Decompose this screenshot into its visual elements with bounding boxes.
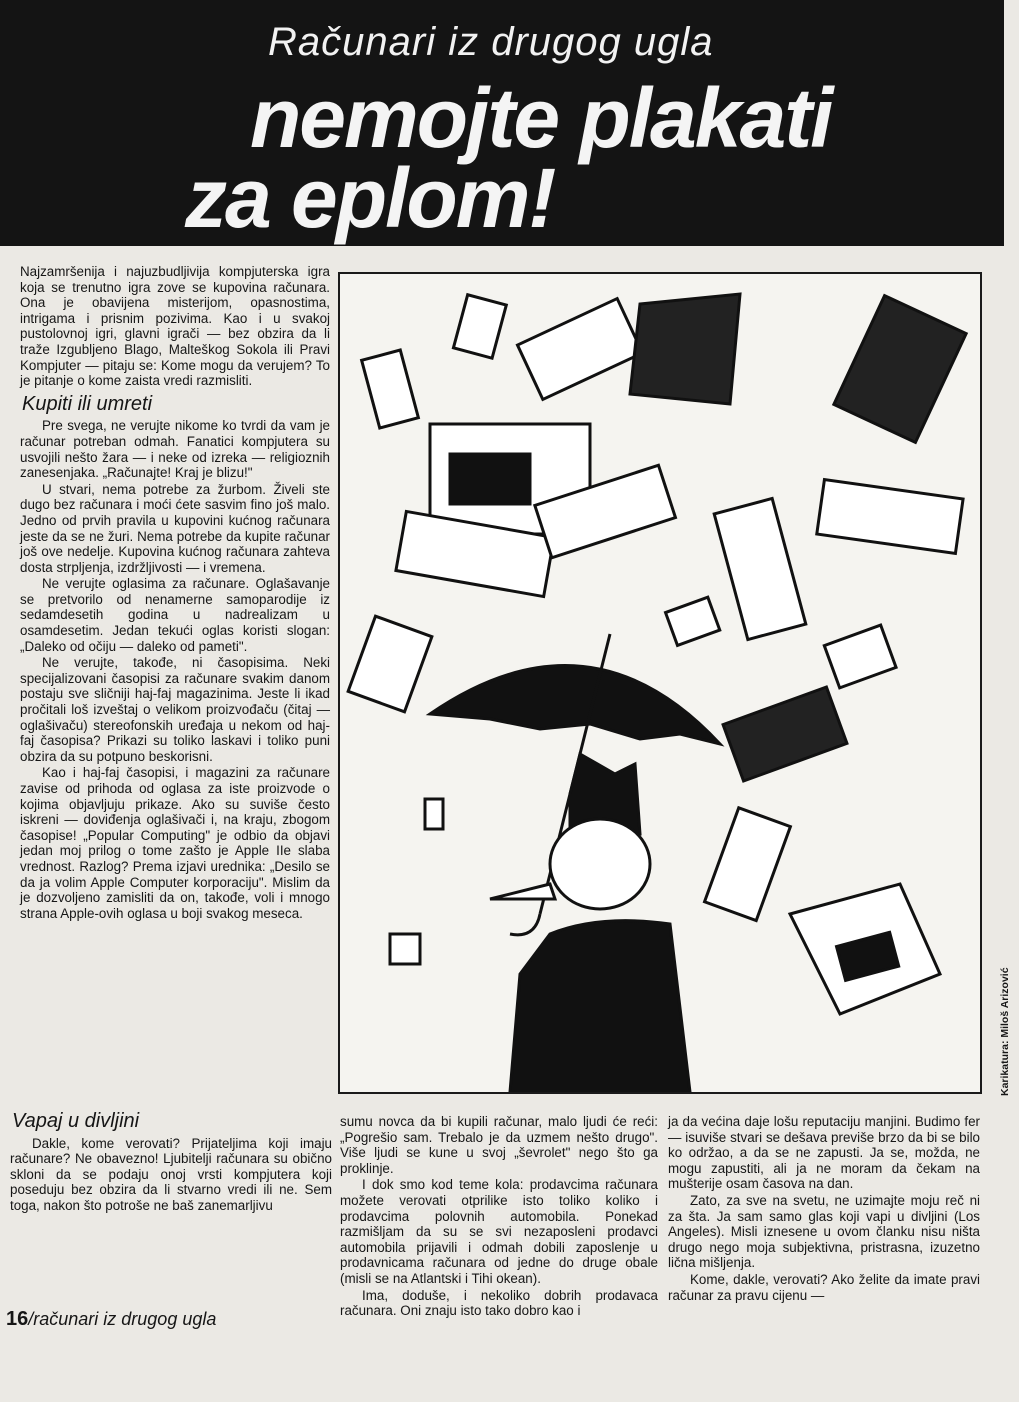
page-footer — [6, 1308, 216, 1331]
subheading-kupiti: Kupiti ili umreti — [22, 392, 153, 415]
cartoon-illustration — [338, 272, 982, 1094]
paragraph: ja da većina daje lošu reputaciju manjini. Budimo fer — isuviše stvari se dešava previše brzo da bi se bilo ko održao, a da se ne zapusti. Ja se, možda, ne mogu zapustiti, ali ja ne moram da čekam na mušterije osam časova na dan. — [668, 1114, 980, 1192]
keyboard-icon — [714, 498, 806, 639]
column-left-bottom — [10, 1106, 332, 1215]
article-header — [0, 0, 1004, 246]
plug-icon — [390, 934, 420, 964]
keyboard-icon — [705, 808, 791, 921]
page-number: 16 — [6, 1308, 29, 1330]
paragraph: Ima, doduše, i nekoliko dobrih prodavaca računara. Oni znaju isto tako dobro kao i — [340, 1287, 658, 1319]
paragraph: U stvari, nema potrebe za žurbom. Živeli ste dugo bez računara i moći ćete sasvim fino još malo. Jedno od prvih pravila u kupovini kućnog računara jeste da se ne žuri. Nema potrebe da kupite računar još ove nedelje. Kupovina kućnog računara zahteva dosta strpljenja, izdržljivosti — i vremena. — [20, 481, 330, 575]
man-figure — [490, 754, 690, 1092]
headline-line-1: nemojte plakati — [250, 71, 832, 165]
section-kicker: Računari iz drugog ugla — [268, 20, 714, 64]
paragraph: Zato, za sve na svetu, ne uzimajte moju reč ni za šta. Ja sam samo glas koji vapi u divljini (Los Angeles). Misli iznesene u ovom članku nisu ništa drugo nego moja subjektivna, pristrasna, izuzetno lična mišljenja. — [668, 1192, 980, 1271]
computer-icon — [790, 884, 940, 1014]
computer-icon — [630, 294, 740, 404]
cartoon-svg — [340, 274, 980, 1092]
paragraph: Ne verujte, takođe, ni časopisima. Neki specijalizovani časopisi za računare svakim danom postaju sve sličniji haj-faj magazinima. Jeste li ikad pročitali loš izveštaj o velikom proizvođaču (čitaj — oglašivaču) stereofonskih uređaja u nekom od haj-faj časopisa? Prikazi su toliko laskavi i toliko puni obzira da su potpuno beskorisni. — [20, 655, 330, 764]
subheading-vapaj: Vapaj u divljini — [12, 1110, 140, 1132]
calculator-icon — [453, 295, 506, 358]
paragraph: sumu novca da bi kupili računar, malo ljudi će reći: „Pogrešio sam. Trebalo je da uzmem nešto drugo". Više ljudi se kune u svoj „ševrolet" nego što ga proklinje. — [340, 1114, 658, 1176]
headline-line-2: za eplom! — [185, 151, 555, 245]
paragraph: Ne verujte oglasima za računare. Oglašavanje se pretvorilo od nenamerne samoparodije iz sedamdesetih godina u nadrealizam u osamdesetim. Jedan tekući oglas koristi slogan: „Daleko od očiju — daleko od pameti". — [20, 576, 330, 654]
intro-paragraph: Najzamršenija i najuzbudljivija kompjuterska igra koja se trenutno igra zove se kupovina računara. Ona je obavijena misterijom, opasnostima, intrigama i prisnim pozivima. Kao i u svakoj pustolovnoj igri, glavni igrači — bez obzira da li traže Izgubljeno Blago, Malteškog Sokola ili Pravi Kompjuter — pitaju se: Kome mogu da verujem? To je pitanje o kome zaista vredi razmisliti. — [20, 264, 330, 389]
paragraph: I dok smo kod teme kola: prodavcima računara možete verovati otprilike isto toliko koliko i prodavcima polovnih automobila. Ponekad razmišljam da su se svi nezaposleni prodavci automobila prijavili i odmah dobili zaposlenje u prodavnicama računara od jedne do druge obale (misli se na Atlantski i Tihi okean). — [340, 1177, 658, 1286]
credit-text: Karikatura: Miloš Arizović — [999, 967, 1011, 1096]
paragraph: Kome, dakle, verovati? Ako želite da imate pravi računar za pravu cijenu — — [668, 1271, 980, 1303]
keyboard-icon — [834, 296, 966, 443]
keyboard-icon — [362, 350, 419, 428]
calculator-icon — [824, 625, 896, 688]
paragraph: Pre svega, ne verujte nikome ko tvrdi da vam je računar potreban odmah. Fanatici kompjutera su usvojili nešto žara — i neke od izreka — religioznih zanesenjaka. „Računajte! Kraj je blizu!" — [20, 418, 330, 481]
column-right — [668, 1114, 980, 1304]
plug-icon — [425, 799, 443, 829]
keyboard-icon — [723, 687, 847, 781]
column-left — [20, 264, 330, 922]
illustration-credit — [990, 930, 1010, 1100]
column-middle — [340, 1114, 658, 1320]
keyboard-icon — [348, 616, 432, 712]
paragraph: Dakle, kome verovati? Prijateljima koji imaju računare? Ne obavezno! Ljubitelji računara su obično skloni da se podaju onoj vrsti kompjutera koji poseduju bez obzira da li stvarno vredi ili ne. Sem toga, nakon što potroše ne baš zanemarljivu — [10, 1135, 332, 1213]
calculator-icon — [666, 597, 720, 645]
footer-section: /računari iz drugog ugla — [28, 1309, 217, 1329]
paragraph: Kao i haj-faj časopisi, i magazini za računare zavise od prihoda od oglasa za iste proizvode o kojima objavljuju prikaze. Ako su suviše često iskreni — doviđenja oglašivači i, na kraju, zbogom časopise! „Popular Computing" je odbio da objavi jedan moj prilog o tome zašto je Apple IIe slaba vrednost. Razlog? Prema izjavi urednika: „Desilo se da ja volim Apple Computer korporaciju". Mislim da je dozvoljeno zamisliti da on, takođe, voli i mnogo strana Apple-ovih oglasa u boji svakog meseca. — [20, 765, 330, 921]
keyboard-icon — [817, 480, 963, 554]
keyboard-icon — [517, 299, 642, 400]
